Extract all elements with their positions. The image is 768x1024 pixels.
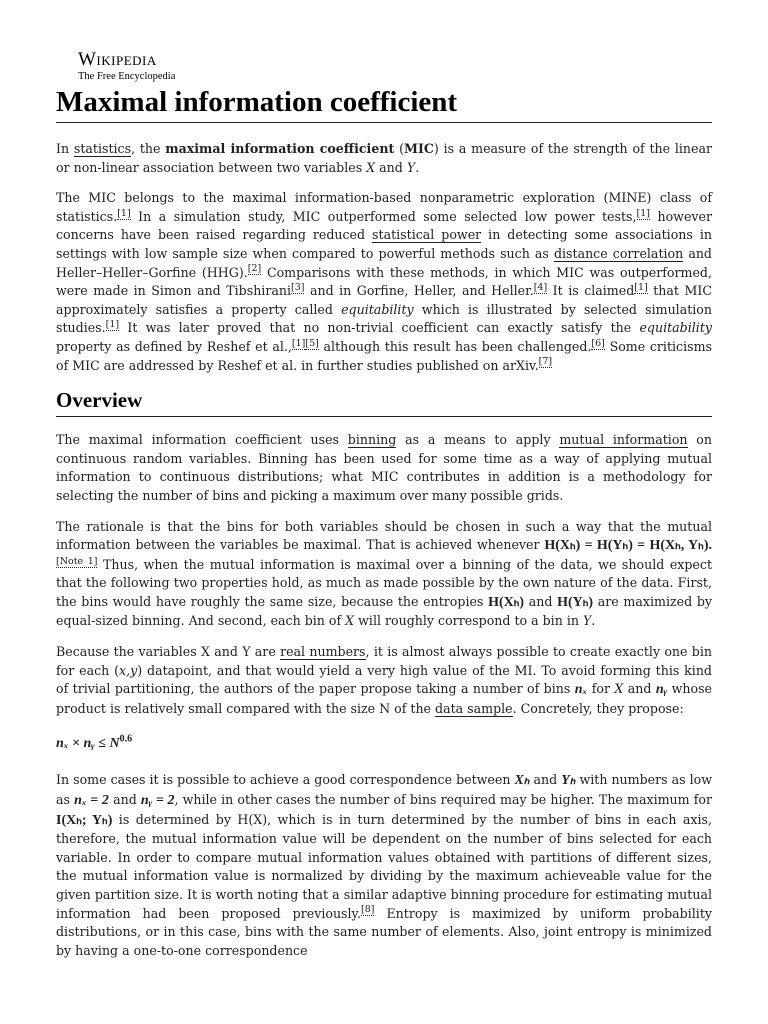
intro-paragraph-2 [56,189,712,375]
citation-ref[interactable]: [1] [291,337,306,349]
var-x: X [614,681,624,697]
math-yb: Yₕ [561,773,576,789]
text: , while in other cases the number of bins required may be higher. The maximum for [174,792,713,808]
link-real-numbers[interactable]: real numbers [280,644,366,660]
link-statistical-power[interactable]: statistical power [372,227,482,243]
var-x: X [366,159,376,175]
text: Comparisons with these methods, in which MIC was outperformed, were made in Simon and Tibshirani [56,264,712,299]
text: and in Gorfine, Heller, and Heller. [304,283,534,299]
text: and [108,792,141,808]
citation-ref[interactable]: [6] [591,337,605,349]
text: In some cases it is possible to achieve a good correspondence between [56,772,515,788]
text: The MIC belongs to the maximal information-based nonparametric exploration (MINE) class of statistics. [56,190,712,224]
citation-ref[interactable]: [3] [291,281,305,293]
math-ny-eq-2: nᵧ = 2 [140,793,175,809]
math-xb: Xₕ [514,773,530,789]
emphasis: equitability [639,320,712,336]
text: The rationale is that the bins for both variables should be chosen in such a way that the mutual information between the variables be maximal. That is achieved whenever [56,518,712,553]
text: on continuous random variables. Binning has been used for some time as a way of applying mutual information to continuous distributions; what MIC contributes in addition is a methodology for selecting the number of bins and picking a maximum over many possible grids. [56,432,712,503]
math-hy: H(Yₕ) [557,594,594,610]
text: In a simulation study, MIC outperformed some selected low power tests, [130,208,637,224]
text: Entropy is maximized by uniform probability distributions, or in this case, bins with the same number of elements. Also, joint entropy is minimized by having a one-to-one correspondence [56,905,712,958]
math-entropy-equality: H(Xₕ) = H(Yₕ) = H(Xₕ, Yₕ). [544,538,712,554]
text: with numbers as low as [56,772,713,808]
citation-ref[interactable]: [4] [533,281,548,293]
text: and [375,159,407,175]
text: , the [131,141,166,156]
overview-paragraph-2 [56,518,712,632]
math-ny: nᵧ [655,682,668,698]
text: . [591,613,596,629]
text: for [587,681,615,697]
citation-ref[interactable]: [1] [117,207,131,219]
text: which is illustrated by selected simulation studies. [56,301,713,336]
text: are maximized by equal-sized binning. And second, each bin of [56,593,712,629]
equation-exponent: 0.6 [119,733,133,745]
text: is determined by H(X), which is in turn determined by the number of bins in each axis, therefore, the mutual information value will be dependent on the number of bins selected for each variable. In order to compare mutual information values obtained with partitions of different sizes, the mutual information value is normalized by dividing by the maximum achieveable value for the given partition size. It is worth noting that a similar adaptive binning procedure for estimating mutual information had been proposed previously. [56,811,712,921]
bold-term: maximal information coefficient [165,141,395,156]
citation-ref[interactable]: [2] [247,263,262,275]
text: It is claimed [547,283,635,299]
citation-ref[interactable]: [1] [105,319,120,331]
emphasis: equitability [341,301,414,317]
note-ref[interactable]: [Note 1] [56,555,98,567]
link-data-sample[interactable]: data sample [435,700,513,716]
text: The maximal information coefficient uses [56,432,348,448]
bold-abbrev: MIC [404,141,434,156]
citation-ref[interactable]: [1] [634,281,648,293]
text: whose product is relatively small compared with the size N of the [56,681,712,716]
text: It was later proved that no non-trivial coefficient can exactly satisfy the [119,320,640,336]
link-mutual-information[interactable]: mutual information [559,432,688,448]
text: Because the variables X and Y are [56,644,281,660]
var-y: Y [406,159,416,175]
citation-ref[interactable]: [7] [538,356,553,368]
text: in detecting some associations in settings with low sample size when compared to powerful methods such as [56,227,712,261]
text: ) is a measure of the strength of the linear or non-linear association between two variables [56,141,713,175]
text: , it is almost always possible to create exactly one bin for each ( [56,644,712,678]
overview-paragraph-1 [56,431,712,505]
wikipedia-logo[interactable] [78,50,175,83]
text: that MIC approximately satisfies a property called [56,283,712,317]
var-x: X [345,613,355,629]
logo-tagline: The Free Encyclopedia [78,71,176,82]
text: In [56,141,74,156]
text: however concerns have been raised regarding reduced [56,208,712,243]
text: property as defined by Reshef et al., [56,338,292,354]
overview-paragraph-4 [56,771,712,960]
intro-paragraph-1 [56,140,712,177]
citation-ref[interactable]: [8] [361,904,375,916]
text: as a means to apply [396,432,560,448]
link-distance-correlation[interactable]: distance correlation [553,245,684,261]
text: and Heller–Heller–Gorfine (HHG). [56,245,712,280]
text: and [529,772,562,788]
equation-bin-constraint [56,734,712,753]
section-heading-overview: Overview [56,387,712,417]
page-title: Maximal information coefficient [56,84,712,123]
text: ( [394,141,405,156]
link-statistics[interactable]: statistics [73,141,132,156]
text: will roughly correspond to a bin in [354,613,583,629]
equation-base: nₓ × nᵧ ≤ N [56,736,120,752]
text: ) datapoint, and that would yield a very high value of the MI. To avoid forming this kind of trivial partitioning, the authors of the paper propose taking a number of bins [56,662,712,697]
math-nx-eq-2: nₓ = 2 [74,793,109,809]
link-binning[interactable]: binning [347,432,397,448]
var-xy: x,y [119,662,138,678]
citation-ref[interactable]: [5] [305,337,319,349]
overview-paragraph-3 [56,643,712,718]
logo-wordmark: Wikipedia [78,49,157,70]
text: Some criticisms of MIC are addressed by Reshef et al. in further studies published on arXiv. [56,338,713,373]
text: Thus, when the mutual information is maximal over a binning of the data, we should expect that the following two properties hold, as much as made possible by the own nature of the data. First, the bins would have roughly the same size, because the entropies [56,556,713,609]
citation-ref[interactable]: [1] [636,207,650,219]
text: . [415,159,420,175]
var-y: Y [582,613,592,629]
text: although this result has been challenged. [318,338,592,354]
text: and [524,593,558,609]
math-hx: H(Xₕ) [488,594,525,610]
text: and [623,681,656,697]
article-body [56,140,712,972]
math-mutual-info: I(Xₕ; Yₕ) [56,812,113,828]
math-nx: nₓ [574,682,588,698]
text: . Concretely, they propose: [512,700,684,716]
